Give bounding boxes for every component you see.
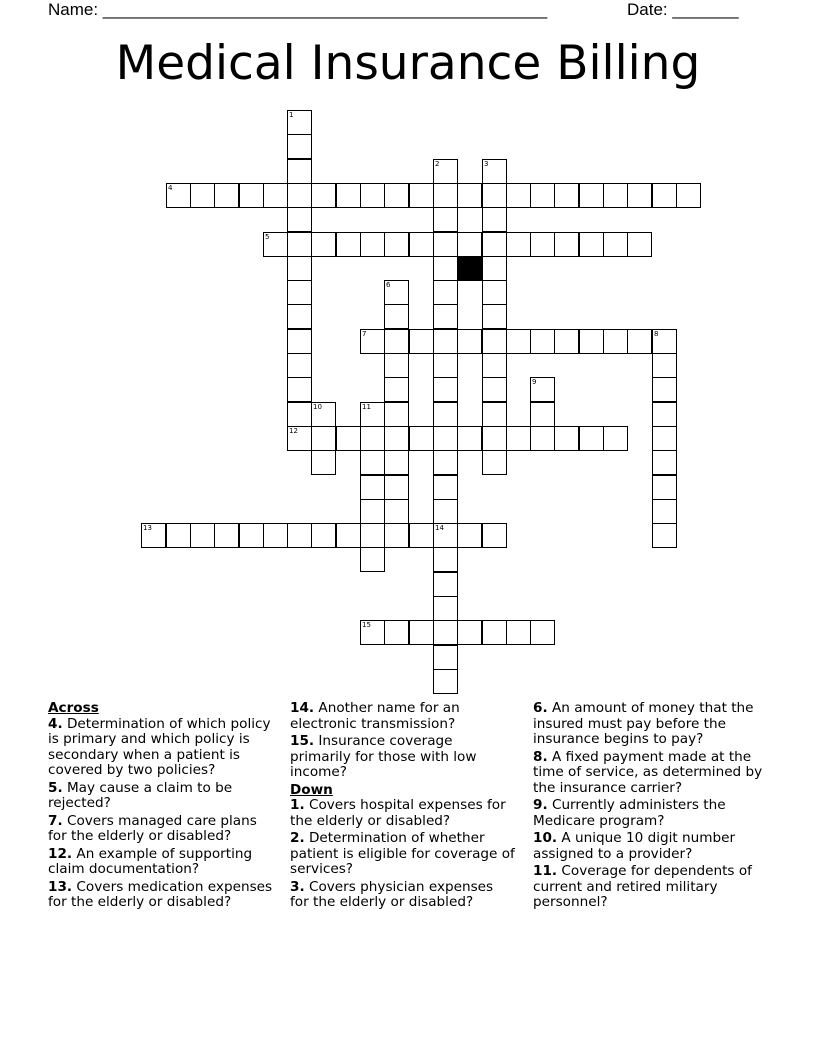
crossword-cell[interactable] (409, 426, 434, 451)
crossword-cell[interactable] (433, 475, 458, 500)
crossword-cell[interactable] (190, 523, 215, 548)
crossword-cell[interactable] (457, 183, 482, 208)
clues-column-1 (48, 701, 273, 913)
clue-across-12: 12. An example of supporting claim documentation? (48, 845, 253, 877)
crossword-cell[interactable] (482, 159, 507, 184)
crossword-cell[interactable] (141, 523, 166, 548)
clue-number: 9 (532, 378, 537, 386)
crossword-cell[interactable] (311, 450, 336, 475)
crossword-cell[interactable] (482, 377, 507, 402)
crossword-cell[interactable] (239, 183, 264, 208)
crossword-cell[interactable] (360, 232, 385, 257)
crossword-cell[interactable] (482, 232, 507, 257)
crossword-cell[interactable] (579, 426, 604, 451)
crossword-cell[interactable] (360, 183, 385, 208)
crossword-cell[interactable] (433, 426, 458, 451)
crossword-cell[interactable] (384, 329, 409, 354)
crossword-cell[interactable] (336, 426, 361, 451)
crossword-cell[interactable] (554, 329, 579, 354)
crossword-cell[interactable] (287, 377, 312, 402)
crossword-cell[interactable] (482, 353, 507, 378)
crossword-cell[interactable] (433, 402, 458, 427)
clue-down-3: 3. Covers physician expenses for the elderly or disabled? (290, 878, 494, 910)
crossword-cell[interactable] (603, 329, 628, 354)
crossword-cell[interactable] (360, 499, 385, 524)
crossword-cell[interactable] (287, 304, 312, 329)
crossword-cell[interactable] (652, 499, 677, 524)
crossword-cell[interactable] (384, 304, 409, 329)
clue-number: 3 (484, 160, 489, 168)
clue-number: 15 (362, 621, 371, 629)
crossword-cell[interactable] (287, 256, 312, 281)
clue-down-6: 6. An amount of money that the insured must pay before the insurance begins to pay? (533, 700, 754, 747)
crossword-cell[interactable] (652, 329, 677, 354)
crossword-cell[interactable] (287, 329, 312, 354)
clue-number: 10 (313, 403, 322, 411)
clue-number: 2 (435, 160, 440, 168)
crossword-cell[interactable] (287, 232, 312, 257)
crossword-cell[interactable] (603, 183, 628, 208)
crossword-cell[interactable] (482, 304, 507, 329)
clue-number: 14 (435, 524, 444, 532)
crossword-cell[interactable] (384, 353, 409, 378)
crossword-cell[interactable] (360, 426, 385, 451)
clue-down-10: 10. A unique 10 digit number assigned to a provider? (533, 830, 736, 862)
date-field-label: Date: _______ (627, 0, 739, 19)
crossword-cell[interactable] (676, 183, 701, 208)
crossword-cell[interactable] (579, 183, 604, 208)
crossword-cell[interactable] (530, 329, 555, 354)
clue-number: 11 (362, 403, 371, 411)
crossword-cell[interactable] (263, 232, 288, 257)
crossword-cell[interactable] (652, 450, 677, 475)
crossword-cell[interactable] (457, 232, 482, 257)
crossword-cell[interactable] (360, 450, 385, 475)
crossword-cell[interactable] (433, 669, 458, 694)
crossword-cell[interactable] (433, 523, 458, 548)
name-field-label: Name: _______________________________________________ (48, 0, 548, 19)
crossword-cell[interactable] (433, 620, 458, 645)
crossword-cell[interactable] (530, 426, 555, 451)
crossword-cell[interactable] (360, 620, 385, 645)
crossword-cell[interactable] (457, 523, 482, 548)
crossword-cell[interactable] (336, 232, 361, 257)
crossword-cell[interactable] (627, 329, 652, 354)
clue-down-1: 1. Covers hospital expenses for the elderly or disabled? (290, 797, 506, 829)
clue-across-15: 15. Insurance coverage primarily for those with low income? (290, 733, 477, 780)
crossword-cell[interactable] (409, 620, 434, 645)
crossword-cell[interactable] (384, 402, 409, 427)
crossword-cell[interactable] (579, 329, 604, 354)
crossword-cell[interactable] (627, 232, 652, 257)
crossword-cell[interactable] (384, 183, 409, 208)
crossword-cell[interactable] (482, 402, 507, 427)
clue-across-13: 13. Covers medication expenses for the elderly or disabled? (48, 878, 273, 910)
crossword-cell[interactable] (287, 159, 312, 184)
crossword-cell[interactable] (433, 329, 458, 354)
crossword-cell[interactable] (384, 426, 409, 451)
crossword-cell[interactable] (506, 426, 531, 451)
crossword-cell[interactable] (652, 353, 677, 378)
crossword-cell[interactable] (482, 280, 507, 305)
page-title: Medical Insurance Billing (115, 36, 701, 91)
clue-number: 12 (289, 427, 298, 435)
crossword-cell[interactable] (482, 256, 507, 281)
crossword-cell[interactable] (239, 523, 264, 548)
crossword-cell[interactable] (409, 329, 434, 354)
clues-column-2 (290, 701, 515, 913)
crossword-cell[interactable] (336, 523, 361, 548)
crossword-cell[interactable] (506, 183, 531, 208)
crossword-cell[interactable] (287, 207, 312, 232)
crossword-cell[interactable] (506, 232, 531, 257)
crossword-cell[interactable] (433, 159, 458, 184)
across-heading: Across (48, 700, 99, 716)
clue-down-8: 8. A fixed payment made at the time of service, as determined by the insurance carrier? (533, 748, 763, 796)
clue-number: 7 (362, 330, 367, 338)
crossword-cell[interactable] (652, 523, 677, 548)
crossword-cell[interactable] (311, 232, 336, 257)
crossword-cell[interactable] (190, 183, 215, 208)
crossword-cell[interactable] (409, 232, 434, 257)
clue-across-4: 4. Determination of which policy is primary and which policy is secondary when a patient is covered by two policies? (48, 715, 271, 778)
clue-across-5: 5. May cause a claim to be rejected? (48, 779, 233, 811)
crossword-cell[interactable] (554, 426, 579, 451)
crossword-cell[interactable] (457, 620, 482, 645)
clue-down-11: 11. Coverage for dependents of current and retired military personnel? (533, 863, 752, 910)
crossword-cell[interactable] (166, 183, 191, 208)
crossword-cell[interactable] (311, 523, 336, 548)
clues-column-3 (533, 701, 773, 913)
clue-across-7: 7. Covers managed care plans for the elderly or disabled? (48, 812, 257, 844)
crossword-cell[interactable] (530, 377, 555, 402)
crossword-cell[interactable] (652, 475, 677, 500)
crossword-cell[interactable] (311, 183, 336, 208)
crossword-cell[interactable] (336, 183, 361, 208)
crossword-cell[interactable] (603, 232, 628, 257)
clue-number: 8 (654, 330, 659, 338)
crossword-cell[interactable] (384, 475, 409, 500)
crossword-cell[interactable] (652, 426, 677, 451)
clue-across-14: 14. Another name for an electronic transmission? (290, 700, 460, 732)
crossword-cell[interactable] (506, 620, 531, 645)
crossword-cell[interactable] (433, 450, 458, 475)
crossword-cell[interactable] (433, 280, 458, 305)
crossword-cell[interactable] (263, 183, 288, 208)
crossword-cell[interactable] (311, 402, 336, 427)
crossword-cell[interactable] (214, 523, 239, 548)
crossword-cell[interactable] (384, 499, 409, 524)
crossword-cell[interactable] (214, 183, 239, 208)
crossword-cell[interactable] (287, 523, 312, 548)
crossword-cell[interactable] (287, 426, 312, 451)
crossword-cell[interactable] (482, 329, 507, 354)
crossword-cell[interactable] (482, 523, 507, 548)
crossword-cell[interactable] (384, 377, 409, 402)
crossword-cell[interactable] (287, 353, 312, 378)
crossword-cell[interactable] (433, 499, 458, 524)
crossword-cell[interactable] (554, 183, 579, 208)
crossword-cell[interactable] (530, 402, 555, 427)
crossword-cell[interactable] (360, 402, 385, 427)
crossword-cell[interactable] (360, 547, 385, 572)
crossword-cell[interactable] (530, 183, 555, 208)
crossword-cell[interactable] (554, 232, 579, 257)
crossword-cell[interactable] (482, 450, 507, 475)
clue-number: 6 (386, 281, 391, 289)
crossword-cell[interactable] (482, 620, 507, 645)
clue-number: 4 (168, 184, 173, 192)
crossword-cell[interactable] (579, 232, 604, 257)
crossword-cell[interactable] (433, 304, 458, 329)
crossword-cell[interactable] (433, 572, 458, 597)
crossword-cell[interactable] (433, 256, 458, 281)
crossword-cell[interactable] (433, 596, 458, 621)
crossword-cell[interactable] (652, 183, 677, 208)
crossword-cell[interactable] (166, 523, 191, 548)
crossword-cell[interactable] (457, 426, 482, 451)
crossword-cell[interactable] (433, 183, 458, 208)
crossword-cell[interactable] (652, 402, 677, 427)
crossword-cell[interactable] (409, 183, 434, 208)
crossword-cell[interactable] (506, 329, 531, 354)
crossword-cell[interactable] (384, 280, 409, 305)
crossword-cell[interactable] (360, 523, 385, 548)
crossword-cell[interactable] (287, 134, 312, 159)
crossword-cell[interactable] (433, 547, 458, 572)
down-heading: Down (290, 781, 333, 798)
crossword-cell[interactable] (287, 280, 312, 305)
crossword-cell[interactable] (482, 426, 507, 451)
crossword-cell[interactable] (287, 110, 312, 135)
crossword-cell[interactable] (482, 183, 507, 208)
crossword-cell[interactable] (360, 475, 385, 500)
clue-number: 1 (289, 111, 294, 119)
crossword-cell[interactable] (482, 207, 507, 232)
clue-down-2: 2. Determination of whether patient is eligible for coverage of services? (290, 830, 515, 877)
crossword-cell[interactable] (457, 329, 482, 354)
crossword-cell[interactable] (384, 620, 409, 645)
black-cell (457, 256, 482, 281)
crossword-cell[interactable] (433, 645, 458, 670)
crossword-cell[interactable] (384, 232, 409, 257)
crossword-cell[interactable] (603, 426, 628, 451)
crossword-cell[interactable] (287, 183, 312, 208)
crossword-cell[interactable] (433, 207, 458, 232)
crossword-cell[interactable] (360, 329, 385, 354)
crossword-cell[interactable] (263, 523, 288, 548)
clue-down-9: 9. Currently administers the Medicare program? (533, 797, 726, 829)
crossword-cell[interactable] (409, 523, 434, 548)
crossword-cell[interactable] (530, 620, 555, 645)
crossword-cell[interactable] (384, 523, 409, 548)
crossword-cell[interactable] (433, 377, 458, 402)
crossword-cell[interactable] (384, 450, 409, 475)
crossword-cell[interactable] (287, 402, 312, 427)
crossword-cell[interactable] (311, 426, 336, 451)
crossword-cell[interactable] (652, 377, 677, 402)
clue-number: 13 (143, 524, 152, 532)
clue-number: 5 (265, 233, 270, 241)
crossword-cell[interactable] (433, 232, 458, 257)
crossword-cell[interactable] (627, 183, 652, 208)
crossword-cell[interactable] (433, 353, 458, 378)
crossword-cell[interactable] (530, 232, 555, 257)
